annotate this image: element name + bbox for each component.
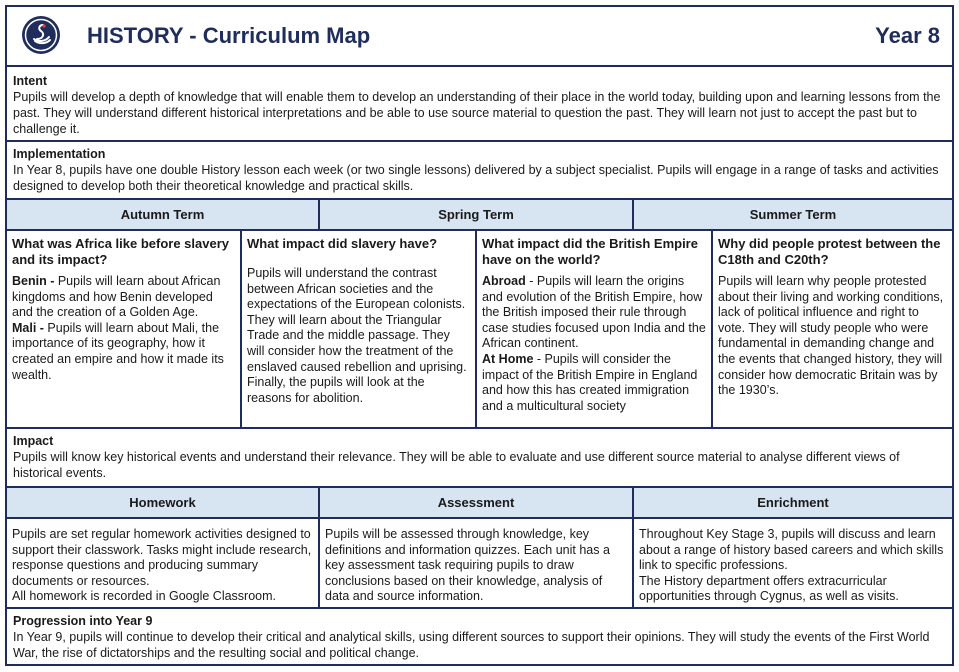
progression-heading: Progression into Year 9 — [13, 614, 153, 628]
enrichment-text-2: The History department offers extracurricular opportunities through Cygnus, as well as visits. — [639, 573, 899, 604]
unit-africa — [7, 231, 242, 427]
impact-heading: Impact — [13, 434, 54, 448]
unit-slavery — [242, 231, 477, 427]
swan-logo-icon — [21, 15, 61, 55]
impact-section — [7, 429, 952, 488]
enrichment-header: Enrichment — [757, 495, 829, 510]
unit-keyword: At Home — [482, 351, 534, 366]
summer-term-header: Summer Term — [749, 207, 837, 222]
implementation-section — [7, 142, 952, 200]
unit-text: Pupils will understand the contrast between African societies and the expectations of the European colonists. They will learn about the Triangular Trade and the middle passage. They will consider how the treatment of the enslaved caused rebellion and uprising. Finally, the pupils will look at the reasons for abolition. — [247, 266, 467, 405]
progression-section — [7, 609, 952, 664]
autumn-term-header: Autumn Term — [7, 200, 320, 229]
intent-section — [7, 69, 952, 142]
enrichment-text: Throughout Key Stage 3, pupils will discuss and learn about a range of history based careers and which skills link to specific professions. — [639, 527, 944, 573]
unit-paragraph — [12, 274, 235, 321]
assessment-cell — [320, 519, 634, 607]
unit-keyword: Mali - — [12, 320, 44, 335]
unit-empire — [477, 231, 713, 427]
unit-keyword: Benin - — [12, 274, 55, 288]
unit-question: Why did people protest between the C18th and C20th? — [718, 236, 941, 267]
lower-header-row — [7, 488, 952, 519]
spring-term-header: Spring Term — [320, 200, 634, 229]
unit-keyword: Abroad — [482, 274, 526, 288]
implementation-heading: Implementation — [13, 147, 106, 161]
progression-text: In Year 9, pupils will continue to develop their critical and analytical skills, using different sources to support their opinions. They will study the events of the First World War, the rise of dictatorships and the resulting social and political change. — [13, 630, 930, 660]
homework-text-2: All homework is recorded in Google Classroom. — [12, 589, 276, 604]
unit-text: - Pupils will learn the origins and evolution of the British Empire, how the British imposed their rule through case studies focused upon India and the African continent. — [482, 274, 706, 351]
homework-header: Homework — [7, 488, 320, 517]
unit-text: Pupils will learn about African kingdoms and how Benin developed and the creation of a Golden Age. — [12, 274, 221, 320]
intent-heading: Intent — [13, 74, 48, 88]
unit-question: What was Africa like before slavery and its impact? — [12, 236, 230, 267]
unit-text: Pupils will learn why people protested about their living and working conditions, lack of political influence and right to vote. They will study people who were fundamental in demanding change and the events that changed history, they will consider how democratic Britain was by the 1930’s. — [718, 274, 944, 398]
impact-text: Pupils will know key historical events and understand their relevance. They will be able to evaluate and use different source material to analyse different views of historical events. — [13, 450, 900, 480]
term-header-row — [7, 200, 952, 231]
unit-paragraph — [482, 274, 706, 352]
assessment-header: Assessment — [320, 488, 634, 517]
units-row — [7, 231, 952, 429]
unit-paragraph — [482, 352, 706, 414]
unit-question: What impact did the British Empire have on the world? — [482, 236, 698, 267]
implementation-text: In Year 8, pupils have one double History lesson each week (or two single lessons) delivered by a subject specialist. Pupils will engage in a range of tasks and activities designed to develop both their theoretical knowledge and practical skills. — [13, 163, 939, 193]
homework-text: Pupils are set regular homework activities designed to support their classwork. Tasks might include research, response questions and producing summary documents or resources. — [12, 527, 312, 588]
enrichment-cell — [634, 519, 952, 607]
page-header — [7, 7, 952, 67]
year-label: Year 8 — [875, 23, 940, 48]
unit-text: - Pupils will consider the impact of the British Empire in England and how this has created immigration and a multicultural society — [482, 351, 698, 413]
unit-text: Pupils will learn about Mali, the importance of its geography, how it created an empire and how it made its wealth. — [12, 320, 224, 382]
assessment-text: Pupils will be assessed through knowledge, key definitions and information quizzes. Each unit has a key assessment task requiring pupils to draw conclusions based on their knowledge, analysis of data and source information. — [325, 527, 610, 604]
homework-cell — [7, 519, 320, 607]
page-title: HISTORY - Curriculum Map — [87, 23, 371, 48]
unit-protest — [713, 231, 952, 427]
unit-question: What impact did slavery have? — [247, 236, 438, 251]
lower-content-row — [7, 519, 952, 609]
intent-text: Pupils will develop a depth of knowledge that will enable them to develop an understanding of their place in the world today, building upon and learning lessons from the past. They will understand different historical interpretations and be able to use source material to question the past. They will learn not just to accept the past but to challenge it. — [13, 90, 941, 136]
curriculum-map — [5, 5, 954, 666]
unit-paragraph — [12, 321, 235, 383]
